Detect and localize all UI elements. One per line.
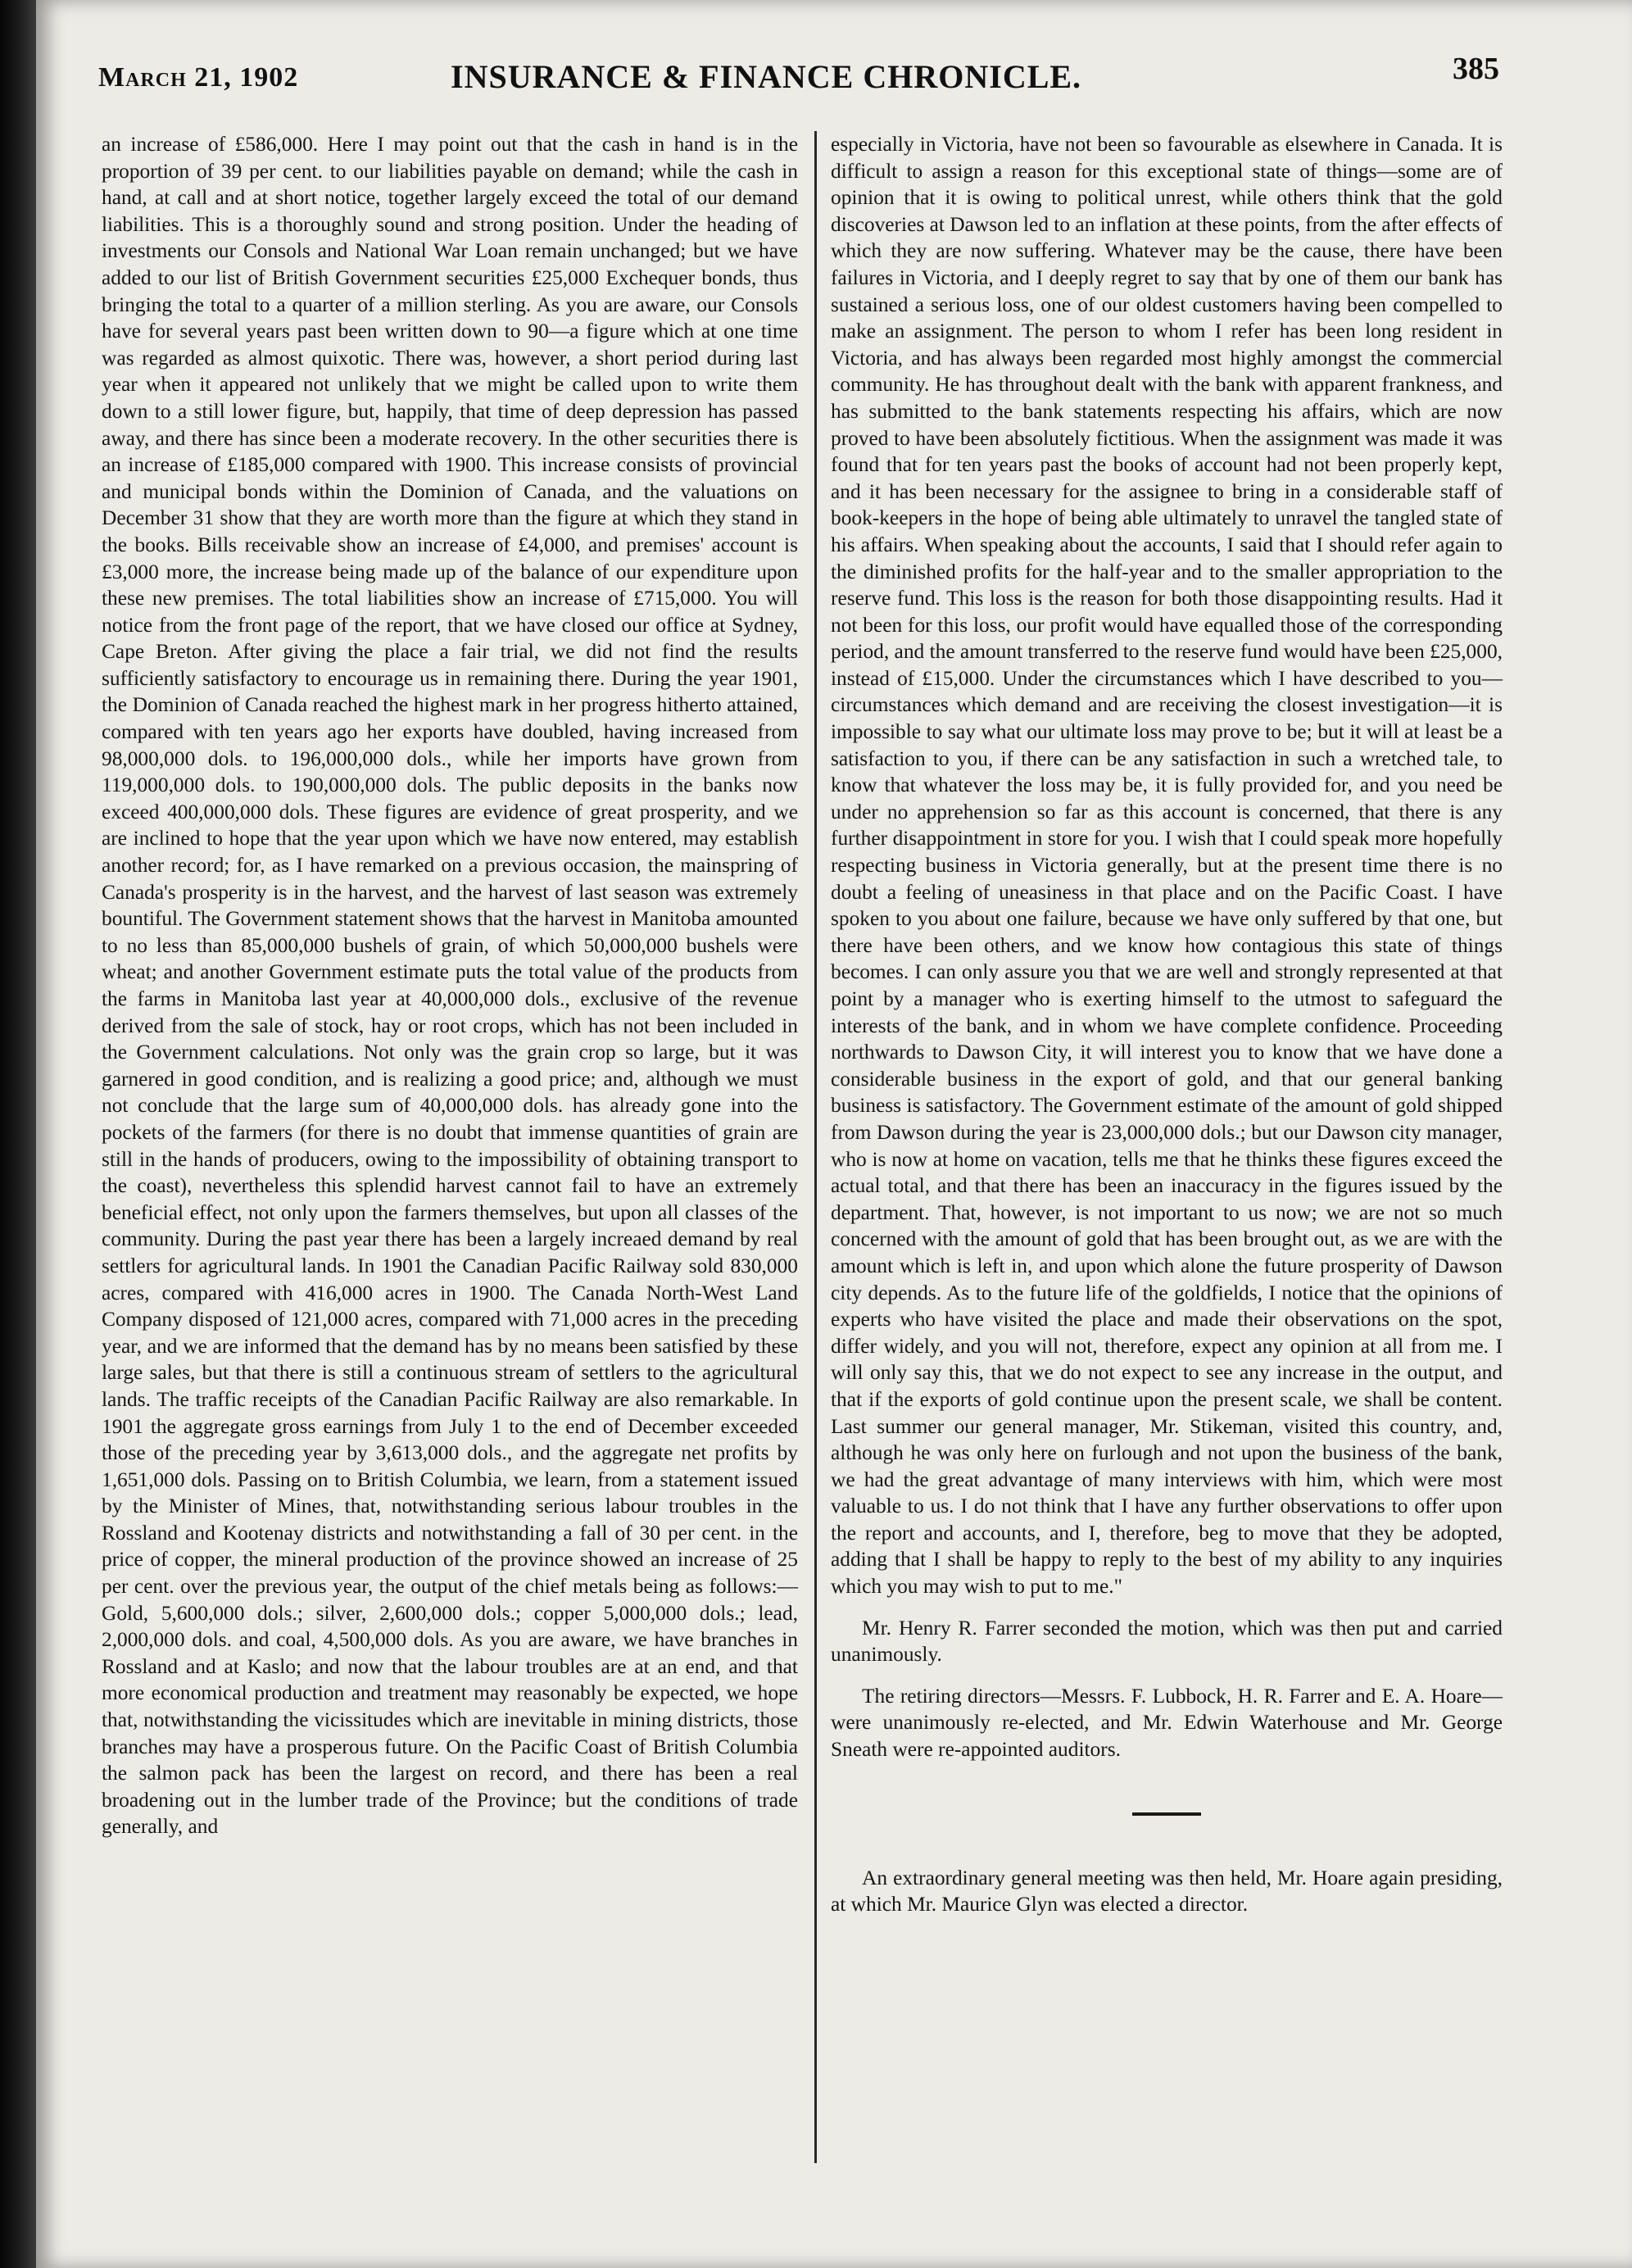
right-paragraph-3: The retiring directors—Messrs. F. Lubbock, H. R. Farrer and E. A. Hoare—were unanimously re-elected, and Mr. Edwin Waterhouse and Mr. George Sneath were re-appointed auditors. (831, 1684, 1503, 1762)
page-header (98, 51, 1499, 105)
left-paragraph-1: an increase of £586,000. Here I may point out that the cash in hand is in the proportion of 39 per cent. to our liabilities payable on demand; while the cash in hand, at call and at short notice, together largely exceed the total of our demand liabilities. This is a thoroughly sound and strong position. Under the heading of investments our Consols and National War Loan remain unchanged; but we have added to our list of British Government securities £25,000 Exchequer bonds, thus bringing the total to a quarter of a million sterling. As you are aware, our Consols have for several years past been written down to 90—a figure which at one time was regarded as almost quixotic. There was, however, a short period during last year when it appeared not unlikely that we might be called upon to write them down to a still lower figure, but, happily, that time of deep depression has passed away, and there has since been a moderate recovery. In the other securities there is an increase of £185,000 compared with 1900. This increase consists of provincial and municipal bonds within the Dominion of Canada, and the valuations on December 31 show that they are worth more than the figure at which they stand in the books. Bills receivable show an increase of £4,000, and premises' account is £3,000 more, the increase being made up of the balance of our expenditure upon these new premises. The total liabilities show an increase of £715,000. You will notice from the front page of the report, that we have closed our office at Sydney, Cape Breton. After giving the place a fair trial, we did not find the results sufficiently satisfactory to encourage us in remaining there. During the year 1901, the Dominion of Canada reached the highest mark in her progress hitherto attained, compared with ten years ago her exports have doubled, having increased from 98,000,000 dols. to 196,000,000 dols., while her imports have grown from 119,000,000 dols. to 190,000,000 dols. The public deposits in the banks now exceed 400,000,000 dols. These figures are evidence of great prosperity, and we are inclined to hope that the year upon which we have now entered, may establish another record; for, as I have remarked on a previous occasion, the mainspring of Canada's prosperity is in the harvest, and the harvest of last season was extremely bountiful. The Government statement shows that the harvest in Manitoba amounted to no less than 85,000,000 bushels of grain, of which 50,000,000 bushels were wheat; and another Government estimate puts the total value of the products from the farms in Manitoba last year at 40,000,000 dols., exclusive of the revenue derived from the sale of stock, hay or root crops, which has not been included in the Government calculations. Not only was the grain crop so large, but it was garnered in good condition, and is realizing a good price; and, although we must not conclude that the large sum of 40,000,000 dols. has already gone into the pockets of the farmers (for there is no doubt that immense quantities of grain are still in the hands of producers, owing to the impossibility of obtaining transport to the coast), nevertheless this splendid harvest cannot fail to have an extremely beneficial effect, not only upon the farmers themselves, but upon all classes of the community. During the past year there has been a largely increaed demand by real settlers for agricultural lands. In 1901 the Canadian Pacific Railway sold 830,000 acres, compared with 416,000 acres in 1900. The Canada North-West Land Company disposed of 121,000 acres, compared with 71,000 acres in the preceding year, and we are informed that the demand has by no means been satisfied by these large sales, but that there is still a continuous stream of settlers to the agricultural lands. The traffic receipts of the Canadian Pacific Railway are also remarkable. In 1901 the aggregate gross earnings from July 1 to the end of December exceeded those of the preceding year by 3,613,000 dols., and the aggregate net profits by 1,651,000 dols. Passing on to British Columbia, we learn, from a statement issued by the Minister of Mines, that, notwithstanding serious labour troubles in the Rossland and Kootenay districts and notwithstanding a fall of 30 per cent. in the price of copper, the mineral production of the province showed an increase of 25 per cent. over the previous year, the output of the chief metals being as follows:—Gold, 5,600,000 dols.; silver, 2,600,000 dols.; copper 5,000,000 dols.; lead, 2,000,000 dols. and coal, 4,500,000 dols. As you are aware, we have branches in Rossland and at Kaslo; and now that the labour troubles are at an end, and that more economical production and treatment may reasonably be expected, we hope that, notwithstanding the vicissitudes which are inevitable in mining districts, those branches may have a prosperous future. On the Pacific Coast of British Columbia the salmon pack has been the largest on record, and there has been a real broadening out in the lumber trade of the Province; but the conditions of trade generally, and (102, 133, 798, 1839)
right-paragraph-1: especially in Victoria, have not been so favourable as elsewhere in Canada. It is difficult to assign a reason for this exceptional state of things—some are of opinion that it is owing to political unrest, while others think that the gold discoveries at Dawson led to an inflation at these points, from the after effects of which they are now suffering. Whatever may be the cause, there have been failures in Victoria, and I deeply regret to say that by one of them our bank has sustained a serious loss, one of our oldest customers having been compelled to make an assignment. The person to whom I refer has been long resident in Victoria, and has always been regarded most highly amongst the commercial community. He has throughout dealt with the bank with apparent frankness, and has submitted to the bank statements respecting his affairs, which are now proved to have been absolutely fictitious. When the assignment was made it was found that for ten years past the books of account had not been properly kept, and it has been necessary for the assignee to bring in a considerable staff of book-keepers in the hope of being able ultimately to unravel the tangled state of his affairs. When speaking about the accounts, I said that I should refer again to the diminished profits for the half-year and to the smaller appropriation to the reserve fund. This loss is the reason for both those disappointing results. Had it not been for this loss, our profit would have equalled those of the corresponding period, and the amount transferred to the reserve fund would have been £25,000, instead of £15,000. Under the circumstances which I have described to you—circumstances which demand and are receiving the closest investigation—it is impossible to say what our ultimate loss may prove to be; but it will at least be a satisfaction to you, if there can be any satisfaction in such a wretched tale, to know that whatever the loss may be, it is fully provided for, and you need be under no apprehension so far as this account is concerned, that there is any further disappointment in store for you. I wish that I could speak more hopefully respecting business in Victoria generally, but at the present time there is no doubt a feeling of uneasiness in that place and on the Pacific Coast. I have spoken to you about one failure, because we have only suffered by that one, but there have been others, and we know how contagious this state of things becomes. I can only assure you that we are well and strongly represented at that point by a manager who is exerting himself to the utmost to safeguard the interests of the bank, and in whom we have complete confidence. Proceeding northwards to Dawson City, it will interest you to know that we have done a considerable business in the export of gold, and that our general banking business is satisfactory. The Government estimate of the amount of gold shipped from Dawson during the year is 23,000,000 dols.; but our Dawson city manager, who is now at home on vacation, tells me that he thinks these figures exceed the actual total, and that there has been an inaccuracy in the figures issued by the department. That, however, is not important to us now; we are not so much concerned with the amount of gold that has been brought out, as we are with the amount which is left in, and upon which alone the future prosperity of Dawson city depends. As to the future life of the goldfields, I notice that the opinions of experts who have visited the place and made their observations on the spot, differ widely, and you will not, therefore, expect any opinion at all from me. I will only say this, that we do not expect to see any increase in the output, and that if the exports of gold continue upon the present scale, we shall be content. Last summer our general manager, Mr. Stikeman, visited this country, and, although he was only here on furlough and not upon the business of the bank, we had the great advantage of many interviews with him, which were most valuable to us. I do not think that I have any further observations to offer upon the report and accounts, and I, therefore, beg to move that they be adopted, adding that I shall be happy to reply to the best of my ability to any inquiries which you may wish to put to me." (831, 133, 1503, 1599)
right-column (831, 131, 1503, 1918)
left-column (102, 131, 798, 1840)
column-divider (814, 131, 817, 2163)
right-paragraph-4: An extraordinary general meeting was then held, Mr. Hoare again presiding, at which Mr. Maurice Glyn was elected a director. (831, 1866, 1503, 1916)
publication-title: INSURANCE & FINANCE CHRONICLE. (451, 58, 1082, 95)
issue-date: March 21, 1902 (98, 62, 299, 93)
section-divider (1132, 1812, 1201, 1816)
book-binding-edge (0, 0, 36, 2268)
right-paragraph-2: Mr. Henry R. Farrer seconded the motion, which was then put and carried unanimously. (831, 1616, 1503, 1667)
page-number: 385 (1453, 52, 1499, 86)
